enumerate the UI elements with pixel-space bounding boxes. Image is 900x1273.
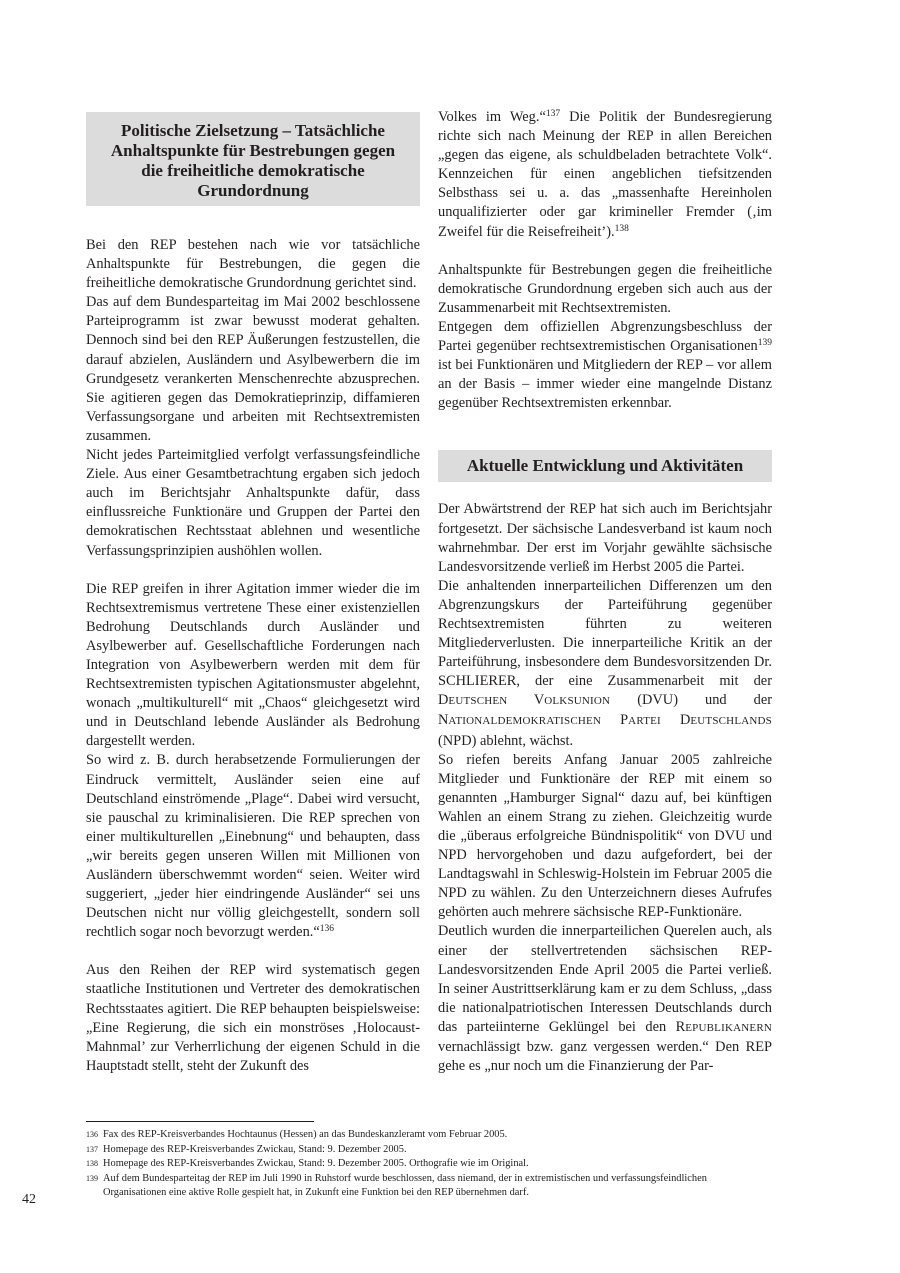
smallcaps-cap: V — [533, 692, 545, 709]
footnote-text: Homepage des REP-Kreisverbandes Zwickau, Stand: 9. Dezember 2005. Orthografie wie im Original. — [103, 1158, 529, 1170]
paragraph: Bei den REP bestehen nach wie vor tatsächliche Anhaltspunkte für Bestrebungen, die gegen die freiheitliche demokratische Grundordnung gerichtet sind. — [86, 237, 420, 292]
footnote-number: 137 — [86, 1144, 98, 1154]
smallcaps-cap: N — [438, 712, 449, 729]
paragraph-text: Die anhaltenden innerparteilichen Differenzen um den Abgrenzungskurs der Parteiführung gegenüber Rechtsextremisten führten zu weiteren Mitgliederverlusten. Die innerparteiliche Kritik an der Parteiführung, insbesondere dem Bundesvorsitzenden Dr. SCHLIERER, der eine Zusammenarbeit mit der — [438, 577, 772, 690]
smallcaps-cap: R — [675, 1018, 686, 1035]
paragraph-text: Deutlich wurden die innerparteilichen Querelen auch, als einer der stellvertretenden sächsischen REP-Landesvorsitzenden Ende April 2005 die Partei verließ. In seiner Austrittserklärung kam er zu dem Schluss, „dass die nationalpatriotischen Interessen Deutschlands durch das parteiinterne Geklüngel bei den — [438, 923, 772, 1035]
heading-text: Politische Zielsetzung – Tatsächliche Anhaltspunkte für Bestrebungen gegen die freiheitliche demokratische Grundordnung — [110, 121, 396, 200]
page-number: 42 — [22, 1192, 36, 1207]
paragraph-text: So wird z. B. durch herabsetzende Formulierungen der Eindruck vermittelt, Ausländer seien eine auf Deutschland einströmende „Plage“. Dabei wird versucht, sie pauschal zu kriminalisieren. Die REP sprechen von einer multikulturellen „Einebnung“ und behaupten, dass „wir bereits gegen unseren Willen mit Millionen von Ausländern überschwemmt worden“ seien. Weiter wird suggeriert, „jeder hier eindringende Ausländer“ sei uns Deutschen nicht nur völlig gleichgestellt, sondern soll rechtlich sogar noch bevorzugt werden.“ — [86, 752, 420, 941]
footnote-ref: 137 — [545, 109, 561, 119]
paragraph-text: vernachlässigt bzw. ganz vergessen werden.“ Den REP gehe es „nur noch um die Finanzierung der Par- — [438, 1039, 772, 1075]
smallcaps-cap: D — [438, 692, 449, 709]
paragraph: Der Abwärtstrend der REP hat sich auch im Berichtsjahr fortgesetzt. Der sächsische Landesverband ist kaum noch wahrnehmbar. Der erst im Vorjahr gewählte sächsische Landesvorsitzende verließ im Herbst 2005 die Partei. — [438, 501, 772, 575]
footnote — [86, 1157, 772, 1172]
paragraph-text: ist bei Funktionären und Mitgliedern der REP – vor allem an der Basis – immer wieder eine mangelnde Distanz gegenüber Rechtsextremisten erkennbar. — [438, 357, 772, 412]
smallcaps-text: ARTEI — [628, 715, 680, 728]
paragraph-text: Volkes im Weg.“ — [438, 109, 546, 125]
paragraph: Anhaltspunkte für Bestrebungen gegen die freiheitliche demokratische Grundordnung ergeben sich auch aus der Zusammenarbeit mit Rechtsextremisten. — [438, 261, 772, 316]
heading-text: Aktuelle Entwicklung und Aktivitäten — [466, 456, 744, 476]
footnote-rule — [86, 1121, 314, 1122]
paragraph-text: (DVU) und der — [610, 692, 772, 709]
smallcaps-cap: P — [620, 712, 629, 729]
paragraph — [86, 751, 420, 942]
footnote — [86, 1143, 772, 1158]
paragraph: Nicht jedes Parteimitglied verfolgt verfassungsfeindliche Ziele. Aus einer Gesamtbetrachtung ergaben sich jedoch auch im Berichtsjahr Anhaltspunkte dafür, dass einflussreiche Funktionäre und Gruppen der Partei den demokratischen Rechtsstaat ablehnen und wesentliche Verfassungsprinzipien aushöhlen wollen. — [86, 447, 420, 559]
paragraph: Die REP greifen in ihrer Agitation immer wieder die im Rechtsextremismus vertretene These einer existenziellen Bedrohung Deutschlands durch Ausländer und Asylbewerber auf. Gesellschaftliche Forderungen nach Integration von Asylbewerbern werden mit dem für Rechtsextremisten typischen Agitationsmuster abgelehnt, wonach „multikulturell“ mit „Chaos“ gleichgesetzt wird und in Deutschland lebende Ausländer als Bedrohung dargestellt werden. — [86, 580, 420, 750]
smallcaps-text: OLKSUNION — [544, 695, 611, 708]
paragraph: So riefen bereits Anfang Januar 2005 zahlreiche Mitglieder und Funktionäre der REP mit einem so genannten „Hamburger Signal“ dazu auf, bei künftigen Wahlen an einem Strang zu ziehen. Gleichzeitig wurde die „überaus erfolgreiche Bündnispolitik“ von DVU und NPD hervorgehoben und dazu aufgefordert, bei der Landtagswahl in Schleswig-Holstein im Februar 2005 die NPD zu wählen. Zu den Unterzeichnern dieses Aufrufes gehörten auch mehrere sächsische REP-Funktionäre. — [438, 751, 772, 921]
right-column — [438, 108, 772, 1076]
paragraph — [438, 922, 772, 1076]
smallcaps-cap: D — [679, 712, 691, 729]
paragraph-text: Die Politik der Bundesregierung richte sich nach Meinung der REP in allen Bereichen „gegen das eigene, als schuldbeladen betrachtete Volk“. Kennzeichen für einen angeblichen tiefsitzenden Selbsthass sei u. a. das „massenhafte Hereinholen unqualifizierter oder gar krimineller Fremder (‚im Zweifel für die Reisefreiheit’). — [438, 109, 772, 240]
smallcaps-text: ATIONALDEMOKRATISCHEN — [448, 715, 621, 728]
section-heading-current-developments — [438, 450, 772, 482]
paragraph-text: (NPD) ablehnt, wächst. — [438, 732, 574, 749]
paragraph: Aus den Reihen der REP wird systematisch gegen staatliche Institutionen und Vertreter des demokratischen Rechtsstaates agitiert. Die REP behaupten beispielsweise: „Eine Regierung, die sich ein monströses ‚Holocaust-Mahnmal’ zur Verherrlichung der eigenen Schuld in die Hauptstadt stellt, steht der Zukunft des — [86, 962, 420, 1074]
footnote-number: 139 — [86, 1173, 98, 1183]
footnote-ref: 139 — [757, 338, 772, 349]
paragraph-text: Entgegen dem offiziellen Abgrenzungsbeschluss der Partei gegenüber rechtsextremistischen Organisationen — [438, 318, 772, 355]
smallcaps-text: EUTSCHEN — [448, 695, 534, 708]
footnote-text: Auf dem Bundesparteitag der REP im Juli 1990 in Ruhstorf wurde beschlossen, dass niemand, der in extremistischen und verfassungsfeindlichen Organisationen eine aktive Rolle gespielt hat, in Zukunft eine Funktion bei den REP übernehmen darf. — [103, 1172, 707, 1199]
paragraph — [438, 318, 772, 413]
footnote-text: Fax des REP-Kreisverbandes Hochtaunus (Hessen) an das Bundeskanzleramt vom Februar 2005. — [103, 1129, 508, 1140]
footnotes — [86, 1128, 772, 1201]
paragraph — [438, 108, 772, 242]
footnote — [86, 1172, 772, 1201]
footnote — [86, 1128, 772, 1143]
smallcaps-text: EPUBLIKANERN — [685, 1021, 772, 1034]
paragraph: Das auf dem Bundesparteitag im Mai 2002 beschlossene Parteiprogramm ist zwar bewusst moderat gehalten. Dennoch sind bei den REP Äußerungen festzustellen, die darauf abzielen, Ausländern und Asylbewerbern die im Grundgesetz verankerten Menschenrechte abzusprechen. Sie agitieren gegen das Demokratieprinzip, diffamieren Verfassungsorgane und arbeiten mit Rechtsextremisten zusammen. — [86, 294, 420, 444]
footnote-number: 138 — [86, 1159, 98, 1169]
left-column — [86, 112, 420, 1076]
footnote-number: 136 — [86, 1130, 98, 1139]
footnote-text: Homepage des REP-Kreisverbandes Zwickau, Stand: 9. Dezember 2005. — [103, 1143, 407, 1155]
paragraph — [438, 577, 772, 751]
footnote-ref: 138 — [614, 223, 629, 234]
footnote-ref: 136 — [319, 924, 334, 935]
section-heading-political-goals — [86, 112, 420, 206]
smallcaps-text: EUTSCHLANDS — [690, 715, 772, 728]
